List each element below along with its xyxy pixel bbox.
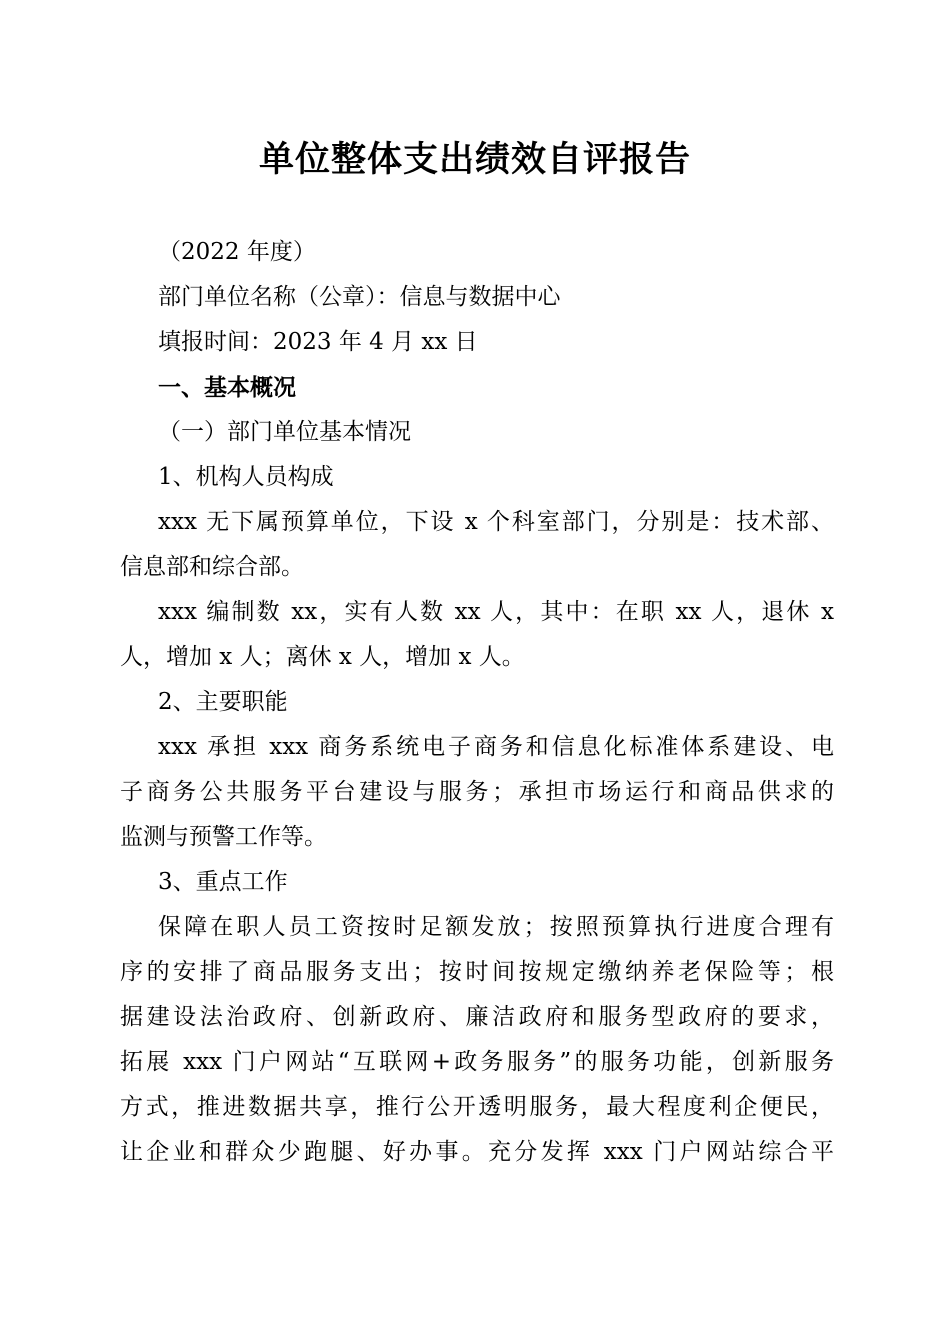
paragraph-line: 据建设法治政府、创新政府、廉洁政府和服务型政府的要求， [120,1004,834,1030]
paragraph-line: 保障在职人员工资按时足额发放；按照预算执行进度合理有 [158,914,834,940]
paragraph-line: 拓展 xxx 门户网站“互联网+政务服务”的服务功能，创新服务 [120,1049,834,1075]
item-title-main-functions: 2、主要职能 [158,689,288,715]
paragraph-line: 信息部和综合部。 [120,554,304,580]
paragraph-line: 监测与预警工作等。 [120,824,327,850]
paragraph-line: xxx 承担 xxx 商务系统电子商务和信息化标准体系建设、电 [158,734,834,760]
paragraph-line: 让企业和群众少跑腿、好办事。充分发挥 xxx 门户网站综合平 [120,1139,834,1165]
document-title: 单位整体支出绩效自评报告 [258,139,691,180]
paragraph-line: xxx 编制数 xx，实有人数 xx 人，其中：在职 xx 人，退休 x [158,599,834,625]
subsection-heading-unit-info: （一）部门单位基本情况 [158,419,411,445]
paragraph-line: 序的安排了商品服务支出；按时间按规定缴纳养老保险等；根 [120,959,834,985]
item-title-staff-structure: 1、机构人员构成 [158,464,334,490]
fill-date-line: 填报时间：2023 年 4 月 xx 日 [158,329,478,355]
paragraph-line: 方式，推进数据共享，推行公开透明服务，最大程度利企便民， [120,1094,834,1120]
unit-name-line: 部门单位名称（公章）：信息与数据中心 [158,284,561,310]
paragraph-line: 子商务公共服务平台建设与服务；承担市场运行和商品供求的 [120,779,834,805]
item-title-key-work: 3、重点工作 [158,869,288,895]
paragraph-line: 人，增加 x 人；离休 x 人，增加 x 人。 [120,644,525,670]
paragraph-line: xxx 无下属预算单位，下设 x 个科室部门，分别是：技术部、 [158,509,834,535]
section-heading-basic-overview: 一、基本概况 [158,374,296,401]
document-body [120,230,834,1175]
year-line: （2022 年度） [158,239,316,265]
